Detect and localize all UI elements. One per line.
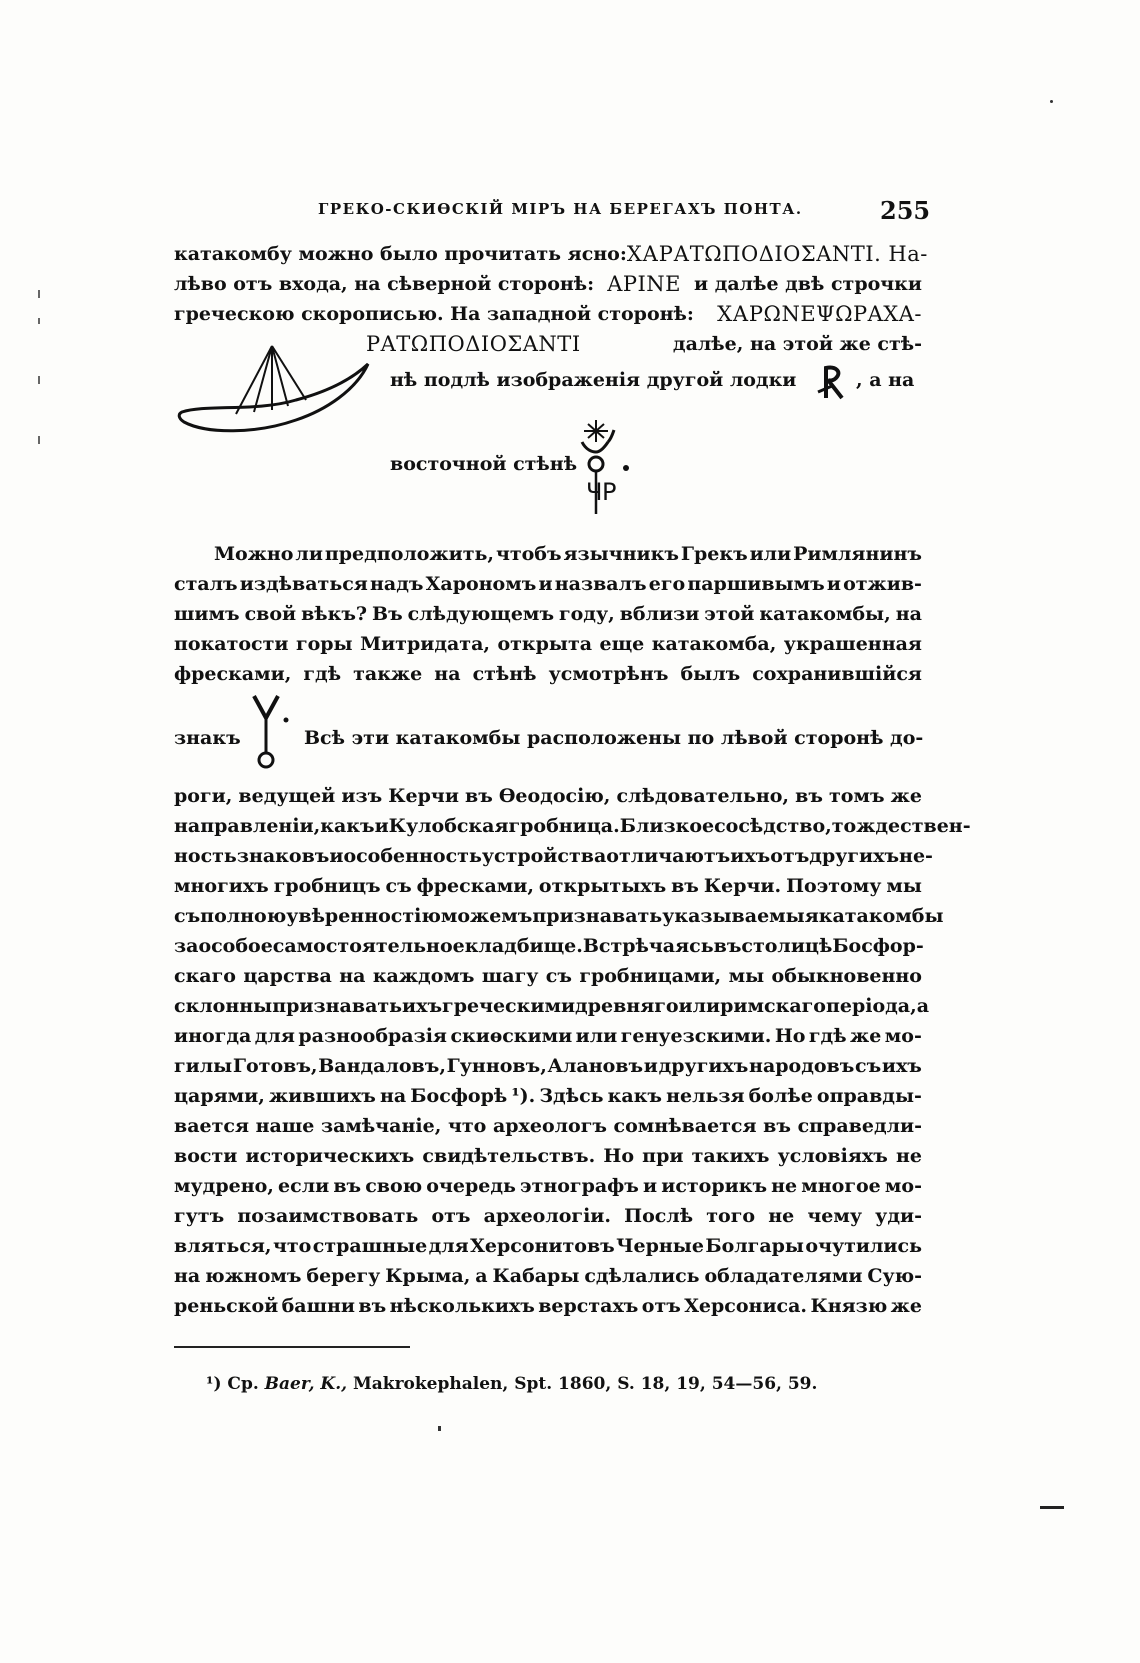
text-line: иногда для разнообразія скиѳскими или генуезскими. Но гдѣ же мо- bbox=[174, 1025, 922, 1047]
text-line: фресками, гдѣ также на стѣнѣ усмотрѣнъ былъ сохранившійся bbox=[174, 663, 922, 685]
margin-mark bbox=[38, 436, 40, 444]
boat-sign-glyph bbox=[814, 362, 854, 402]
scan-speck bbox=[1050, 100, 1053, 103]
text-line: царями, жившихъ на Босфорѣ ¹). Здѣсь какъ нельзя болѣе оправды- bbox=[174, 1085, 922, 1107]
text-line: скаго царства на каждомъ шагу съ гробницами, мы обыкновенно bbox=[174, 965, 922, 987]
page-number: 255 bbox=[880, 196, 931, 225]
text-line: покатости горы Митридата, открыта еще катакомба, украшенная bbox=[174, 633, 922, 655]
margin-mark bbox=[38, 318, 40, 324]
text-line: за особое самостоятельное кладбище. Встрѣчаясь въ столицѣ Босфор- bbox=[174, 935, 924, 957]
text-line: восточной стѣнѣ bbox=[390, 453, 578, 475]
text-line: мудрено, если въ свою очередь этнографъ и историкъ не многое мо- bbox=[174, 1175, 922, 1197]
catacomb-sign bbox=[250, 692, 300, 772]
scan-speck bbox=[438, 1426, 441, 1431]
text-line: реньской башни въ нѣсколькихъ верстахъ отъ Херсониса. Князю же bbox=[174, 1295, 922, 1317]
text-line: , а на bbox=[856, 369, 915, 391]
text-line: ΡΑΤΩΠΟΔΙΟΣΑΝΤΙ далѣе, на этой же стѣ- bbox=[366, 332, 922, 356]
sign-letter: Ч bbox=[586, 478, 603, 506]
running-title: ГРЕКО-СКИѲСКІЙ МІРЪ НА БЕРЕГАХЪ ПОНТА. bbox=[318, 200, 803, 218]
text-line: лѣво отъ входа, на сѣверной сторонѣ: APINE и далѣе двѣ строчки bbox=[174, 272, 922, 296]
text-line: роги, ведущей изъ Керчи въ Ѳеодосію, слѣдовательно, въ томъ же bbox=[174, 785, 922, 807]
text-line: съ полною увѣренностію можемъ признавать указываемыя катакомбы bbox=[174, 905, 944, 927]
text-line: шимъ свой вѣкъ? Въ слѣдующемъ году, вблизи этой катакомбы, на bbox=[174, 603, 922, 625]
text-line: Можно ли предположить, чтобъ язычникъ Грекъ или Римлянинъ bbox=[214, 543, 922, 565]
text-line: вляться, что страшные для Херсонитовъ Черные Болгары очутились bbox=[174, 1235, 922, 1257]
text-line: склонны признавать ихъ греческими древняго или римскаго періода, а bbox=[174, 995, 930, 1017]
margin-mark bbox=[38, 290, 40, 298]
text-line: сталъ издѣваться надъ Харономъ и назвалъ его паршивымъ и отжив- bbox=[174, 573, 922, 595]
text-line: знакъ bbox=[174, 727, 241, 749]
footnote: ¹) Ср. Baer, K., Makrokephalen, Spt. 1860, S. 18, 19, 54—56, 59. bbox=[206, 1374, 818, 1394]
sign-letter: Р bbox=[602, 478, 617, 506]
greek-inscription: ХАРАТΩΠΟΔΙΟΣΑΝΤΙ. На- bbox=[626, 242, 928, 266]
scan-speck bbox=[1040, 1506, 1064, 1509]
text-line: многихъ гробницъ съ фресками, открытыхъ въ Керчи. Поэтому мы bbox=[174, 875, 922, 897]
text-line: ность знаковъ и особенность устройства отличаютъ ихъ отъ другихъ не- bbox=[174, 845, 933, 867]
text-line: Всѣ эти катакомбы расположены по лѣвой сторонѣ до- bbox=[304, 727, 924, 749]
text-line: гилы Готовъ, Вандаловъ, Гунновъ, Алановъ и другихъ народовъ съ ихъ bbox=[174, 1055, 922, 1077]
greek-inscription: ХАРΩΝΕΨΩΡΑΧΑ- bbox=[717, 302, 922, 326]
footnote-rule bbox=[174, 1346, 410, 1348]
greek-inscription: APINE bbox=[607, 272, 681, 296]
text-line: направленіи, какъ и Кулобская гробница. Близкое сосѣдство, тождествен- bbox=[174, 815, 971, 837]
text-line: нѣ подлѣ изображенія другой лодки bbox=[390, 369, 797, 391]
greek-inscription: ΡΑΤΩΠΟΔΙΟΣΑΝΤΙ bbox=[366, 332, 581, 356]
boat-drawing bbox=[176, 342, 376, 442]
text-line: вости историческихъ свидѣтельствъ. Но при такихъ условіяхъ не bbox=[174, 1145, 922, 1167]
text-line: вается наше замѣчаніе, что археологъ сомнѣвается въ справедли- bbox=[174, 1115, 922, 1137]
text-line: на южномъ берегу Крыма, а Кабары сдѣлались обладателями Сую- bbox=[174, 1265, 922, 1287]
text-line: гутъ позаимствовать отъ археологіи. Послѣ того не чему уди- bbox=[174, 1205, 922, 1227]
text-line: греческою скорописью. На западной сторонѣ: ХАРΩΝΕΨΩΡΑΧΑ- bbox=[174, 302, 922, 326]
text-line: катакомбу можно было прочитать ясно: ХАРАТΩΠΟΔΙΟΣΑΝΤΙ. На- bbox=[174, 242, 928, 266]
margin-mark bbox=[38, 376, 40, 384]
